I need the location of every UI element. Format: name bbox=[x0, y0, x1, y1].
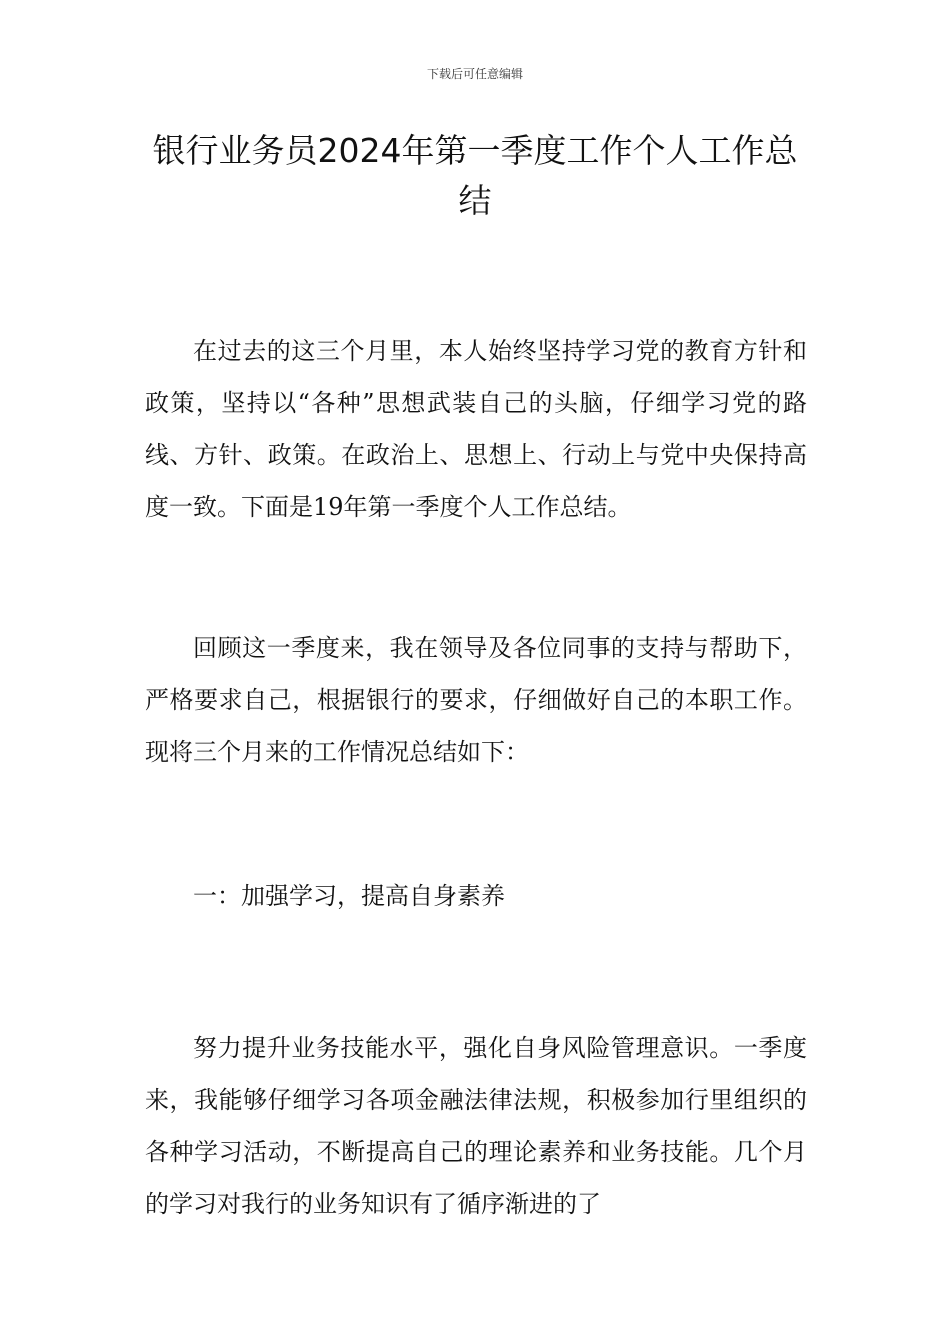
paragraph-review: 回顾这一季度来，我在领导及各位同事的支持与帮助下，严格要求自己，根据银行的要求，仔细做好自己的本职工作。现将三个月来的工作情况总结如下： bbox=[145, 634, 807, 766]
section-heading-study: 一：加强学习，提高自身素养 bbox=[193, 882, 505, 910]
header-note: 下载后可任意编辑 bbox=[426, 67, 523, 81]
document-title: 银行业务员2024年第一季度工作个人工作总结 bbox=[152, 131, 798, 220]
paragraph-intro: 在过去的这三个月里，本人始终坚持学习党的教育方针和政策，坚持以“各种”思想武装自己的头脑，仔细学习党的路线、方针、政策。在政治上、思想上、行动上与党中央保持高度一致。下面是19年第一季度个人工作总结。 bbox=[145, 337, 807, 521]
paragraph-study: 努力提升业务技能水平，强化自身风险管理意识。一季度来，我能够仔细学习各项金融法律法规，积极参加行里组织的各种学习活动，不断提高自己的理论素养和业务技能。几个月的学习对我行的业务知识有了循序渐进的了 bbox=[145, 1034, 807, 1218]
